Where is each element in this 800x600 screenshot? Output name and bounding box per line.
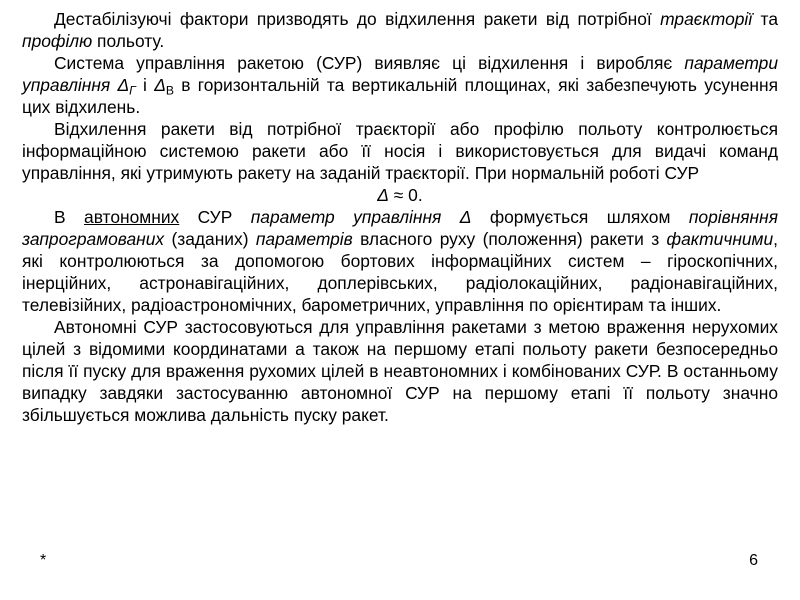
p1-text-a: Дестабілізуючі фактори призводять до відхилення ракети від потрібної	[54, 9, 661, 29]
p1-profile-term: профілю	[22, 31, 93, 51]
p4-text-e: формується шляхом	[471, 207, 689, 227]
page-number: 6	[749, 552, 758, 569]
p4-autonomous-term: автономних	[84, 207, 180, 227]
p4-comparison-term: порівняння запрограмованих	[22, 207, 778, 249]
p2-delta-symbol: Δ	[154, 75, 166, 95]
paragraph-autonomous-systems	[22, 206, 778, 316]
p2-text-c: і	[135, 75, 155, 95]
paragraph-destabilizing-factors	[22, 8, 778, 52]
p2-subscript-g: Г	[129, 83, 136, 98]
formula-delta: Δ	[377, 185, 389, 205]
p1-text-c: та	[752, 9, 778, 29]
p2-control-params-label: параметри управління Δ	[22, 53, 778, 95]
p1-trajectory-term: траєкторії	[660, 9, 753, 29]
formula-delta-approx-zero	[22, 184, 778, 206]
paragraph-deviation-control	[22, 118, 778, 184]
p4-text-a: В	[54, 207, 85, 227]
footer-asterisk: *	[40, 552, 47, 569]
p2-text-a: Система управління ракетою (СУР) виявляє ці відхилення і виробляє	[54, 53, 685, 73]
slide-text	[22, 8, 778, 426]
p4-parameters-term: параметрів	[255, 229, 353, 249]
p1-text-e: польоту.	[92, 31, 165, 51]
p4-actual-term: фактичними	[666, 229, 774, 249]
p2-subscript-v: В	[165, 83, 174, 98]
p4-text-c: СУР	[179, 207, 251, 227]
paragraph-autonomous-usage	[22, 316, 778, 426]
formula-rhs: ≈ 0.	[388, 185, 423, 205]
p5-text: Автономні СУР застосовуються для управління ракетами з метою враження нерухомих цілей з відомими координатами а також на першому етапі польоту ракети безпосередньо після її пуску для враження рухомих цілей в неавтономних і комбінованих СУР. В останньому випадку завдяки застосуванню автономної СУР на першому етапі її польоту значно збільшується можлива дальність пуску ракет.	[22, 317, 778, 425]
p4-control-param-term: параметр управління Δ	[250, 207, 472, 227]
p4-text-g: (заданих)	[164, 229, 256, 249]
p4-text-k: , які контролюються за допомогою бортових інформаційних систем – гіроскопічних, інерційних, астронавігаційних, доплерівських, радіолокаційних, радіонавігаційних, телевізійних, радіоастрономічних, барометричних, управління по орієнтирам та інших.	[22, 229, 778, 315]
p3-text: Відхилення ракети від потрібної траєкторії або профілю польоту контролюється інформаційною системою ракети або її носія і використовується для видачі команд управління, які утримують ракету на заданій траєкторії. При нормальній роботі СУР	[22, 119, 778, 183]
p2-text-e: в горизонтальній та вертикальній площинах, які забезпечують усунення цих відхилень.	[22, 75, 778, 117]
p4-text-i: власного руху (положення) ракети з	[352, 229, 667, 249]
paragraph-control-system	[22, 52, 778, 118]
